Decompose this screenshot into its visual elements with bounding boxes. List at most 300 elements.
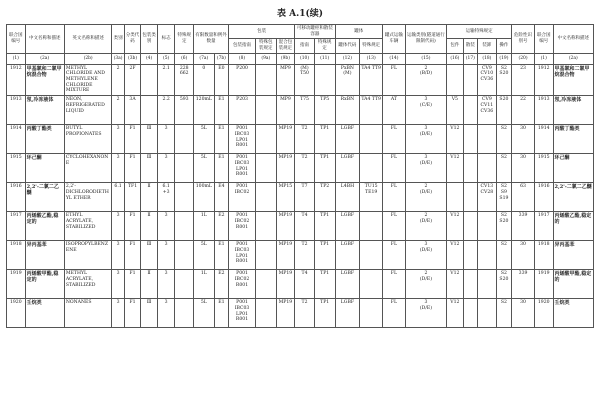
vehicle-cell: AT xyxy=(383,96,406,125)
ts-bulk-cell xyxy=(463,154,477,183)
un-no-cell: 1918 xyxy=(7,241,26,270)
pack-instruction-cell: P001 IBC03 LP01 R001 xyxy=(229,125,256,154)
header-labels: 标志 xyxy=(157,25,175,54)
excepted-qty-cell: E1 xyxy=(214,299,228,328)
tank-code-cell: LGBF xyxy=(335,241,360,270)
header-cn-name-2: 中文名称和描述 xyxy=(553,25,594,54)
table-row xyxy=(7,154,594,183)
table-row xyxy=(7,183,594,212)
limited-qty-cell: 0 xyxy=(194,64,215,96)
ts-loading-cell: CV9 CV10 CV36 xyxy=(478,64,497,96)
packing-group-cell: Ⅲ xyxy=(141,125,158,154)
excepted-qty-cell: E2 xyxy=(214,212,228,241)
header-transport-special: 运输特殊规定 xyxy=(447,25,512,39)
pt-special-cell: TP2 xyxy=(314,183,335,212)
un-no-cell: 1915 xyxy=(7,154,26,183)
pack-special-cell xyxy=(255,241,276,270)
tunnel-code-value: (B/D) xyxy=(419,71,433,77)
vehicle-cell: FL xyxy=(383,241,406,270)
ts-packages-cell: V12 xyxy=(447,299,464,328)
packing-group-cell: Ⅲ xyxy=(141,241,158,270)
header-hazard-id: 危险性识别号 xyxy=(512,25,535,54)
cn-name-cell: 丙烯酸乙酯,稳定的 xyxy=(25,212,64,241)
header-un-no-2: 联合国编号 xyxy=(534,25,553,54)
transport-category-cell xyxy=(405,183,446,212)
un-no-2-cell: 1918 xyxy=(534,241,553,270)
un-no-cell: 1912 xyxy=(7,64,26,96)
ts-operation-cell: S20 xyxy=(496,96,512,125)
table-row xyxy=(7,64,594,96)
tunnel-code-value: (D/E) xyxy=(419,189,433,195)
header-packaging: 包装 xyxy=(229,25,295,39)
packing-group-cell: Ⅲ xyxy=(141,299,158,328)
vehicle-cell: FL xyxy=(383,212,406,241)
pt-special-cell: TP5 xyxy=(314,96,335,125)
cn-name-cell: 丙烯酸甲酯,稳定的 xyxy=(25,270,64,299)
col-number: (5) xyxy=(157,53,175,64)
excepted-qty-cell: E2 xyxy=(214,270,228,299)
class-code-cell: 2F xyxy=(124,64,141,96)
special-provision-cell xyxy=(175,125,194,154)
pt-special-cell: TP1 xyxy=(314,270,335,299)
ts-bulk-cell xyxy=(463,299,477,328)
pt-instruction-cell: T2 xyxy=(295,241,315,270)
un-no-2-cell: 1913 xyxy=(534,96,553,125)
cn-name-2-cell: 丙酸丁酯类 xyxy=(553,125,594,154)
class-code-cell: F1 xyxy=(124,241,141,270)
class-code-cell: F1 xyxy=(124,125,141,154)
transport-category-value: 2 xyxy=(424,271,428,277)
hazard-id-cell: 63 xyxy=(512,183,535,212)
pt-instruction-cell: (M) T50 xyxy=(295,64,315,96)
tank-special-cell: TA4 TT9 xyxy=(360,96,383,125)
col-number: (13) xyxy=(360,53,383,64)
pack-special-cell xyxy=(255,64,276,96)
col-number: (10) xyxy=(295,53,315,64)
cn-name-cell: 氖,冷冻液体 xyxy=(25,96,64,125)
tank-special-cell xyxy=(360,241,383,270)
en-name-cell: METHYL ACRYLATE, STABILIZED xyxy=(64,270,112,299)
transport-category-value: 3 xyxy=(424,97,428,103)
un-no-2-cell: 1920 xyxy=(534,299,553,328)
cn-name-2-cell: 壬烷类 xyxy=(553,299,594,328)
col-number: (6) xyxy=(175,53,194,64)
transport-category-cell xyxy=(405,64,446,96)
header-tanks: 罐体 xyxy=(335,25,383,39)
cn-name-2-cell: 2,2'-二氯二乙醚 xyxy=(553,183,594,212)
limited-qty-cell: 5L xyxy=(194,241,215,270)
pack-special-cell xyxy=(255,154,276,183)
label-cell: 3 xyxy=(157,154,175,183)
en-name-cell: NONANES xyxy=(64,299,112,328)
pt-instruction-cell: T7 xyxy=(295,183,315,212)
ts-loading-cell xyxy=(478,125,497,154)
col-number: (3b) xyxy=(124,53,141,64)
class-code-cell: TF1 xyxy=(124,183,141,212)
transport-category-value: 2 xyxy=(424,213,428,219)
en-name-cell: ETHYL ACRYLATE, STABILIZED xyxy=(64,212,112,241)
ts-packages-cell xyxy=(447,64,464,96)
tank-code-cell: RxBN xyxy=(335,96,360,125)
transport-category-value: 3 xyxy=(424,300,428,306)
hazard-id-cell: 30 xyxy=(512,241,535,270)
transport-category-cell xyxy=(405,125,446,154)
col-number: (19) xyxy=(496,53,512,64)
pt-instruction-cell: T2 xyxy=(295,299,315,328)
hazard-id-cell: 339 xyxy=(512,270,535,299)
ts-operation-cell: S2 S20 xyxy=(496,212,512,241)
pt-instruction-cell: T4 xyxy=(295,212,315,241)
limited-qty-cell: 1L xyxy=(194,270,215,299)
mixed-packing-cell: MP15 xyxy=(276,183,295,212)
vehicle-cell: FL xyxy=(383,125,406,154)
un-no-cell: 1920 xyxy=(7,299,26,328)
special-provision-cell: 593 xyxy=(175,96,194,125)
ts-packages-cell: V12 xyxy=(447,241,464,270)
transport-category-cell xyxy=(405,96,446,125)
vehicle-cell: FL xyxy=(383,270,406,299)
limited-qty-cell: 5L xyxy=(194,154,215,183)
pt-instruction-cell: T75 xyxy=(295,96,315,125)
tank-code-cell: PxBN (M) xyxy=(335,64,360,96)
tunnel-code-value: (D/E) xyxy=(419,305,433,311)
col-number: (7a) xyxy=(194,53,215,64)
header-packing-group: 包装类别 xyxy=(141,25,158,54)
mixed-packing-cell: MP19 xyxy=(276,241,295,270)
col-number: (11) xyxy=(314,53,335,64)
un-no-2-cell: 1919 xyxy=(534,270,553,299)
col-number: (2b) xyxy=(64,53,112,64)
col-number: (18) xyxy=(478,53,497,64)
cn-name-cell: 甲基氯和二氯甲烷混合物 xyxy=(25,64,64,96)
excepted-qty-cell: E1 xyxy=(214,241,228,270)
cn-name-cell: 丙酸丁酯类 xyxy=(25,125,64,154)
en-name-cell: CYCLOHEXANONE xyxy=(64,154,112,183)
un-no-cell: 1913 xyxy=(7,96,26,125)
label-cell: 3 xyxy=(157,125,175,154)
header-portable-tanks: 可移动罐柜和散装容器 xyxy=(295,25,335,39)
tank-special-cell xyxy=(360,125,383,154)
tank-code-cell: L4BH xyxy=(335,183,360,212)
pack-special-cell xyxy=(255,299,276,328)
tunnel-code-value: (D/E) xyxy=(419,218,433,224)
ts-bulk-cell xyxy=(463,270,477,299)
limited-qty-cell: 1L xyxy=(194,212,215,241)
un-no-cell: 1917 xyxy=(7,212,26,241)
ts-operation-cell: S2 S20 xyxy=(496,270,512,299)
ts-packages-cell: V12 xyxy=(447,212,464,241)
limited-qty-cell: 100mL xyxy=(194,183,215,212)
ts-packages-cell: V5 xyxy=(447,96,464,125)
header-mixed-packing: 混合包装规定 xyxy=(276,39,295,53)
tank-code-cell: LGBF xyxy=(335,125,360,154)
tunnel-code-value: (D/E) xyxy=(419,247,433,253)
pt-instruction-cell: T4 xyxy=(295,270,315,299)
ts-bulk-cell xyxy=(463,183,477,212)
class-code-cell: 3A xyxy=(124,96,141,125)
mixed-packing-cell: MP19 xyxy=(276,212,295,241)
class-cell: 3 xyxy=(112,212,124,241)
col-number: (14) xyxy=(383,53,406,64)
un-no-2-cell: 1916 xyxy=(534,183,553,212)
table-row xyxy=(7,270,594,299)
header-un-no: 联合国编号 xyxy=(7,25,26,54)
class-cell: 3 xyxy=(112,125,124,154)
transport-category-value: 2 xyxy=(424,184,428,190)
table-row xyxy=(7,96,594,125)
cn-name-cell: 环己酮 xyxy=(25,154,64,183)
header-class-code: 分类代码 xyxy=(124,25,141,54)
header-pack-special: 特殊包装规定 xyxy=(255,39,276,53)
limited-qty-cell: 120mL xyxy=(194,96,215,125)
header-cn-name: 中文名称和描述 xyxy=(25,25,64,54)
vehicle-cell: FL xyxy=(383,183,406,212)
label-cell: 3 xyxy=(157,241,175,270)
en-name-cell: NEON, REFRIGERATED LIQUID xyxy=(64,96,112,125)
pt-special-cell: TP1 xyxy=(314,125,335,154)
special-provision-cell xyxy=(175,154,194,183)
label-cell: 6.1 +3 xyxy=(157,183,175,212)
packing-group-cell: Ⅲ xyxy=(141,154,158,183)
tank-code-cell: LGBF xyxy=(335,270,360,299)
tank-code-cell: LGBF xyxy=(335,299,360,328)
tunnel-code-value: (D/E) xyxy=(419,160,433,166)
pack-special-cell xyxy=(255,96,276,125)
ts-operation-cell: S2 xyxy=(496,154,512,183)
pt-special-cell xyxy=(314,64,335,96)
column-number-row xyxy=(7,53,594,64)
tank-special-cell xyxy=(360,154,383,183)
mixed-packing-cell: MP9 xyxy=(276,96,295,125)
col-number: (4) xyxy=(141,53,158,64)
en-name-cell: 2,2'-DICHLORODIETHYL ETHER xyxy=(64,183,112,212)
vehicle-cell: FL xyxy=(383,64,406,96)
col-number: (1) xyxy=(7,53,26,64)
col-number: (20) xyxy=(512,53,535,64)
pt-special-cell: TP1 xyxy=(314,241,335,270)
pack-instruction-cell: P001 IBC02 R001 xyxy=(229,212,256,241)
un-no-2-cell: 1917 xyxy=(534,212,553,241)
label-cell: 2.2 xyxy=(157,96,175,125)
pt-special-cell: TP1 xyxy=(314,299,335,328)
excepted-qty-cell: E4 xyxy=(214,183,228,212)
cn-name-cell: 异丙基苯 xyxy=(25,241,64,270)
class-code-cell: F1 xyxy=(124,270,141,299)
col-number: (17) xyxy=(463,53,477,64)
ts-bulk-cell xyxy=(463,212,477,241)
label-cell: 3 xyxy=(157,212,175,241)
tank-special-cell: TA4 TT9 xyxy=(360,64,383,96)
header-special-provisions: 特殊规定 xyxy=(175,25,194,54)
header-ts-bulk: 散装 xyxy=(463,39,477,53)
label-cell: 2.1 xyxy=(157,64,175,96)
ts-bulk-cell xyxy=(463,125,477,154)
class-cell: 3 xyxy=(112,241,124,270)
mixed-packing-cell: MP19 xyxy=(276,125,295,154)
class-code-cell: F1 xyxy=(124,212,141,241)
transport-category-value: 3 xyxy=(424,242,428,248)
ts-loading-cell xyxy=(478,299,497,328)
tank-special-cell xyxy=(360,270,383,299)
tunnel-code-value: (D/E) xyxy=(419,276,433,282)
header-pack-instructions: 包装指南 xyxy=(229,39,256,53)
cn-name-2-cell: 甲基氯和二氯甲烷混合物 xyxy=(553,64,594,96)
pack-instruction-cell: P001 IBC02 R001 xyxy=(229,270,256,299)
tunnel-code-value: (D/E) xyxy=(419,131,433,137)
col-number: (12) xyxy=(335,53,360,64)
en-name-cell: ISOPROPYLBENZENE xyxy=(64,241,112,270)
ts-loading-cell: CV9 CV11 CV36 xyxy=(478,96,497,125)
mixed-packing-cell: MP19 xyxy=(276,154,295,183)
header-class: 类别 xyxy=(112,25,124,54)
col-number: (7b) xyxy=(214,53,228,64)
ts-packages-cell: V12 xyxy=(447,154,464,183)
table-row xyxy=(7,212,594,241)
table-row xyxy=(7,125,594,154)
special-provision-cell: 228 662 xyxy=(175,64,194,96)
ts-loading-cell xyxy=(478,154,497,183)
tunnel-code-value: (C/E) xyxy=(419,102,432,108)
special-provision-cell xyxy=(175,212,194,241)
hazard-id-cell: 23 xyxy=(512,64,535,96)
cn-name-2-cell: 丙烯酸乙酯,稳定的 xyxy=(553,212,594,241)
pack-instruction-cell: P001 IBC03 LP01 R001 xyxy=(229,299,256,328)
pack-instruction-cell: P001 IBC02 xyxy=(229,183,256,212)
mixed-packing-cell: MP19 xyxy=(276,270,295,299)
ts-bulk-cell xyxy=(463,64,477,96)
col-number: (8) xyxy=(229,53,256,64)
class-code-cell: F1 xyxy=(124,154,141,183)
tank-special-cell xyxy=(360,212,383,241)
class-cell: 3 xyxy=(112,154,124,183)
cn-name-cell: 壬烷类 xyxy=(25,299,64,328)
pt-special-cell: TP1 xyxy=(314,154,335,183)
limited-qty-cell: 5L xyxy=(194,125,215,154)
ts-operation-cell: S2 xyxy=(496,299,512,328)
special-provision-cell xyxy=(175,299,194,328)
tank-special-cell xyxy=(360,299,383,328)
class-cell: 2 xyxy=(112,64,124,96)
label-cell: 3 xyxy=(157,270,175,299)
pt-special-cell: TP1 xyxy=(314,212,335,241)
cn-name-cell: 2,2'-二氯二乙醚 xyxy=(25,183,64,212)
header-ts-loading: 装卸 xyxy=(478,39,497,53)
ts-bulk-cell xyxy=(463,241,477,270)
un-no-2-cell: 1915 xyxy=(534,154,553,183)
packing-group-cell: Ⅱ xyxy=(141,212,158,241)
un-no-cell: 1919 xyxy=(7,270,26,299)
un-no-2-cell: 1912 xyxy=(534,64,553,96)
un-no-cell: 1914 xyxy=(7,125,26,154)
un-no-cell: 1916 xyxy=(7,183,26,212)
header-vehicle: 罐式运输车辆 xyxy=(383,25,406,54)
ts-operation-cell: S2 S20 xyxy=(496,64,512,96)
col-number: (2a) xyxy=(553,53,594,64)
transport-category-value: 2 xyxy=(424,65,428,71)
pack-instruction-cell: P001 IBC03 LP01 R001 xyxy=(229,154,256,183)
transport-category-value: 3 xyxy=(424,126,428,132)
table-row xyxy=(7,241,594,270)
class-cell: 3 xyxy=(112,299,124,328)
packing-group-cell xyxy=(141,64,158,96)
ts-operation-cell: S2 xyxy=(496,241,512,270)
hazard-id-cell: 30 xyxy=(512,154,535,183)
vehicle-cell: FL xyxy=(383,299,406,328)
table-title: 表 A.1(续) xyxy=(276,9,324,19)
hazard-id-cell: 339 xyxy=(512,212,535,241)
header-limited-excepted: 有限数量和例外数量 xyxy=(194,25,229,54)
col-number: (15) xyxy=(405,53,446,64)
col-number: (9b) xyxy=(276,53,295,64)
col-number: (2a) xyxy=(25,53,64,64)
table-body xyxy=(7,64,594,328)
packing-group-cell xyxy=(141,96,158,125)
special-provision-cell xyxy=(175,241,194,270)
header-tank-special: 特殊规定 xyxy=(360,39,383,53)
header-ts-packages: 包件 xyxy=(447,39,464,53)
packing-group-cell: Ⅱ xyxy=(141,270,158,299)
transport-category-cell xyxy=(405,270,446,299)
ts-loading-cell xyxy=(478,270,497,299)
hazard-id-cell: 30 xyxy=(512,125,535,154)
transport-category-value: 3 xyxy=(424,155,428,161)
col-number: (1) xyxy=(534,53,553,64)
col-number: (9a) xyxy=(255,53,276,64)
tank-special-cell: TU15 TE19 xyxy=(360,183,383,212)
ts-packages-cell xyxy=(447,183,464,212)
ts-packages-cell: V12 xyxy=(447,125,464,154)
cn-name-2-cell: 环己酮 xyxy=(553,154,594,183)
tank-code-cell: LGBF xyxy=(335,212,360,241)
class-cell: 2 xyxy=(112,96,124,125)
mixed-packing-cell: MP19 xyxy=(276,299,295,328)
excepted-qty-cell: E1 xyxy=(214,154,228,183)
ts-bulk-cell xyxy=(463,96,477,125)
pack-special-cell xyxy=(255,183,276,212)
transport-category-cell xyxy=(405,212,446,241)
ts-packages-cell: V12 xyxy=(447,270,464,299)
hazard-id-cell: 30 xyxy=(512,299,535,328)
class-code-cell: F1 xyxy=(124,299,141,328)
special-provision-cell xyxy=(175,270,194,299)
excepted-qty-cell: E1 xyxy=(214,96,228,125)
header-row-1 xyxy=(7,25,594,39)
un-no-2-cell: 1914 xyxy=(534,125,553,154)
class-cell: 6.1 xyxy=(112,183,124,212)
header-pt-special: 特殊规定 xyxy=(314,39,335,53)
transport-category-cell xyxy=(405,154,446,183)
limited-qty-cell: 5L xyxy=(194,299,215,328)
vehicle-cell: FL xyxy=(383,154,406,183)
pt-instruction-cell: T2 xyxy=(295,154,315,183)
ts-loading-cell xyxy=(478,241,497,270)
col-number: (3a) xyxy=(112,53,124,64)
header-tank-code: 罐体代码 xyxy=(335,39,360,53)
cn-name-2-cell: 氖,冷冻液体 xyxy=(553,96,594,125)
pack-special-cell xyxy=(255,270,276,299)
header-en-name: 英文名称和描述 xyxy=(64,25,112,54)
cn-name-2-cell: 丙烯酸甲酯,稳定的 xyxy=(553,270,594,299)
pack-instruction-cell: P200 xyxy=(229,64,256,96)
table-row xyxy=(7,299,594,328)
label-cell: 3 xyxy=(157,299,175,328)
excepted-qty-cell: E0 xyxy=(214,64,228,96)
ts-operation-cell: S2 xyxy=(496,125,512,154)
header-transport-category: 运输类别(隧道通行限制代码) xyxy=(405,25,446,54)
cn-name-2-cell: 异丙基苯 xyxy=(553,241,594,270)
transport-category-cell xyxy=(405,299,446,328)
dangerous-goods-table xyxy=(6,24,594,328)
